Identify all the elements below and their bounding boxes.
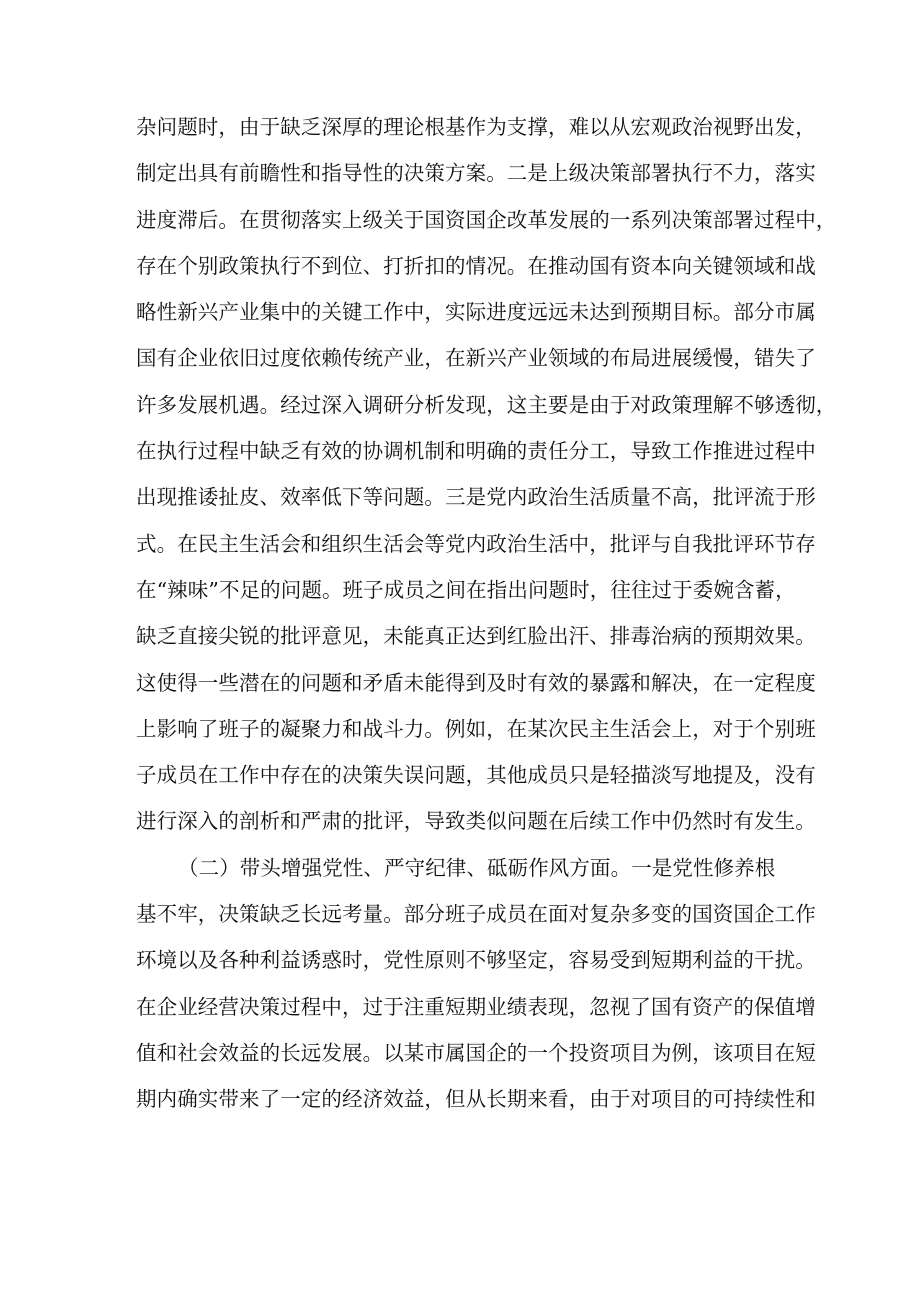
section-heading-line: （二）带头增强党性、严守纪律、砥砺作风方面。一是党性修养根 bbox=[178, 855, 776, 880]
text-line: 许多发展机遇。经过深入调研分析发现，这主要是由于对政策理解不够透彻， bbox=[136, 392, 837, 417]
text-line: 基不牢，决策缺乏长远考量。部分班子成员在面对复杂多变的国资国企工作 bbox=[136, 902, 816, 927]
text-line: 进行深入的剖析和严肃的批评，导致类似问题在后续工作中仍然时有发生。 bbox=[136, 809, 816, 834]
text-line: 国有企业依旧过度依赖传统产业，在新兴产业领域的布局进展缓慢，错失了 bbox=[136, 346, 816, 371]
text-line: 缺乏直接尖锐的批评意见，未能真正达到红脸出汗、排毒治病的预期效果。 bbox=[136, 624, 816, 649]
text-line: 杂问题时，由于缺乏深厚的理论根基作为支撑，难以从宏观政治视野出发， bbox=[136, 115, 816, 139]
text-line: 略性新兴产业集中的关键工作中，实际进度远远未达到预期目标。部分市属 bbox=[136, 300, 816, 325]
text-line: 在企业经营决策过程中，过于注重短期业绩表现，忽视了国有资产的保值增 bbox=[136, 994, 816, 1019]
text-line: 式。在民主生活会和组织生活会等党内政治生活中，批评与自我批评环节存 bbox=[136, 531, 816, 556]
text-line: 这使得一些潜在的问题和矛盾未能得到及时有效的暴露和解决，在一定程度 bbox=[136, 670, 816, 695]
text-line: 在“辣味”不足的问题。班子成员之间在指出问题时，往往过于委婉含蓄， bbox=[136, 577, 796, 602]
text-line: 子成员在工作中存在的决策失误问题，其他成员只是轻描淡写地提及，没有 bbox=[136, 763, 816, 788]
text-line: 出现推诿扯皮、效率低下等问题。三是党内政治生活质量不高，批评流于形 bbox=[136, 485, 816, 510]
text-line: 上影响了班子的凝聚力和战斗力。例如，在某次民主生活会上，对于个别班 bbox=[136, 716, 816, 741]
text-line: 制定出具有前瞻性和指导性的决策方案。二是上级决策部署执行不力，落实 bbox=[136, 161, 816, 186]
text-line: 环境以及各种利益诱惑时，党性原则不够坚定，容易受到短期利益的干扰。 bbox=[136, 948, 816, 973]
text-line: 进度滞后。在贯彻落实上级关于国资国企改革发展的一系列决策部署过程中， bbox=[136, 207, 837, 232]
text-line: 存在个别政策执行不到位、打折扣的情况。在推动国有资本向关键领域和战 bbox=[136, 253, 816, 278]
text-line: 期内确实带来了一定的经济效益，但从长期来看，由于对项目的可持续性和 bbox=[136, 1087, 816, 1112]
body-text bbox=[136, 104, 837, 1123]
text-line: 值和社会效益的长远发展。以某市属国企的一个投资项目为例，该项目在短 bbox=[136, 1040, 816, 1065]
text-line: 在执行过程中缺乏有效的协调机制和明确的责任分工，导致工作推进过程中 bbox=[136, 439, 816, 464]
